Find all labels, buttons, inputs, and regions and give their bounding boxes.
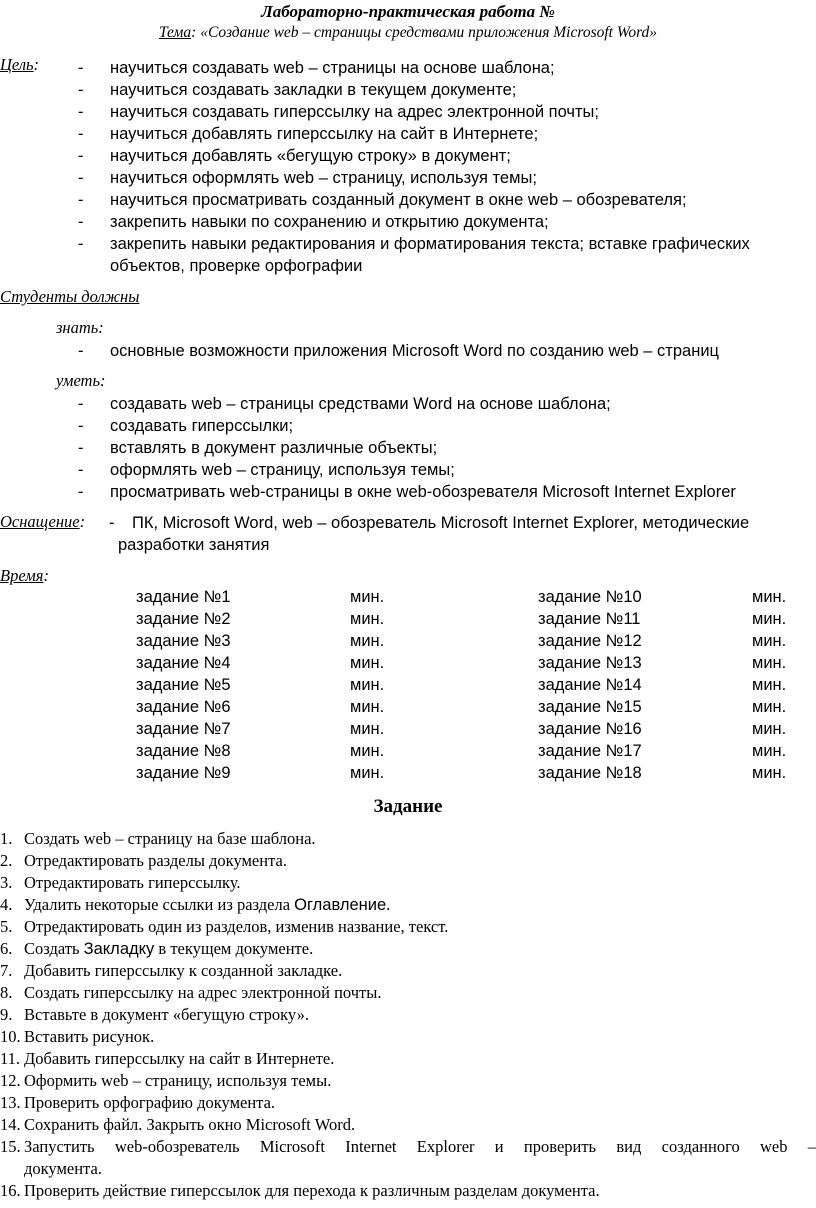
list-item: - научиться создавать web – страницы на основе шаблона; [78, 59, 555, 77]
time-task-right: задание №16 [538, 720, 642, 738]
time-unit-left: мин. [350, 720, 385, 738]
equipment-dash: - [109, 514, 115, 532]
time-unit-right: мин. [752, 588, 787, 606]
task-list [0, 828, 816, 1202]
list-item: - научиться добавлять «бегущую строку» в документ; [78, 147, 511, 165]
topic-text: «Создание web – страницы средствами приложения Microsoft Word» [200, 24, 658, 41]
equipment-line-2: разработки занятия [118, 536, 270, 554]
list-item: - закрепить навыки по сохранению и открытию документа; [78, 213, 549, 231]
equipment-label: Оснащение: [0, 512, 86, 531]
time-unit-left: мин. [350, 676, 385, 694]
task-15-line-1: Запустить web-обозреватель Microsoft Internet Explorer и проверить вид созданного web – [24, 1137, 816, 1156]
task-item: 15. Запустить web-обозреватель Microsoft Internet Explorer и проверить вид созданного web – документа. [0, 1137, 816, 1178]
know-label: знать: [56, 318, 104, 337]
time-unit-right: мин. [752, 742, 787, 760]
list-item: - научиться создавать закладки в текущем документе; [78, 81, 517, 99]
task-item: 14. Сохранить файл. Закрыть окно Microsoft Word. [0, 1115, 356, 1134]
task-item: 3. Отредактировать гиперссылку. [0, 873, 241, 892]
time-task-left: задание №7 [136, 720, 231, 738]
time-unit-left: мин. [350, 698, 385, 716]
time-task-left: задание №1 [136, 588, 231, 606]
task-heading: Задание [373, 796, 443, 817]
time-unit-left: мин. [350, 742, 385, 760]
list-item: - создавать гиперссылки; [78, 417, 294, 435]
task-item: 6. Создать Закладку в текущем документе. [0, 939, 314, 958]
list-item: - создавать web – страницы средствами Word на основе шаблона; [78, 395, 611, 413]
list-item: - закрепить навыки редактирования и форматирования текста; вставке графических [78, 235, 750, 253]
time-task-left: задание №4 [136, 654, 231, 672]
equipment-line-1: ПК, Microsoft Word, web – обозреватель Microsoft Internet Explorer, методические [132, 514, 750, 532]
task-item: 2. Отредактировать разделы документа. [0, 851, 287, 870]
list-item: - просматривать web-страницы в окне web-обозревателя Microsoft Internet Explorer [78, 483, 736, 501]
time-table [0, 588, 816, 788]
students-label: Студенты должны [0, 287, 140, 306]
time-unit-left: мин. [350, 588, 385, 606]
task-item: 9. Вставьте в документ «бегущую строку». [0, 1005, 309, 1024]
time-unit-right: мин. [752, 676, 787, 694]
time-task-left: задание №9 [136, 764, 231, 782]
goal-label: Цель: [0, 55, 40, 74]
task-item: 7. Добавить гиперссылку к созданной закладке. [0, 961, 343, 980]
list-item: - научиться добавлять гиперссылку на сайт в Интернете; [78, 125, 539, 143]
time-task-right: задание №12 [538, 632, 642, 650]
task-item: 5. Отредактировать один из разделов, изменив название, текст. [0, 917, 449, 936]
document-topic [0, 24, 816, 42]
time-task-left: задание №8 [136, 742, 231, 760]
know-list [0, 340, 816, 362]
time-task-right: задание №17 [538, 742, 642, 760]
task-item: 13. Проверить орфографию документа. [0, 1093, 276, 1112]
list-item: - вставлять в документ различные объекты; [78, 439, 438, 457]
time-unit-right: мин. [752, 720, 787, 738]
list-item: - оформлять web – страницу, используя темы; [78, 461, 455, 479]
list-item: - научиться оформлять web – страницу, используя темы; [78, 169, 537, 187]
time-task-right: задание №13 [538, 654, 642, 672]
task-item: 11. Добавить гиперссылку на сайт в Интернете. [0, 1049, 335, 1068]
topic-colon: : [191, 24, 197, 41]
task-item: 1. Создать web – страницу на базе шаблона. [0, 829, 316, 848]
list-item: - основные возможности приложения Microsoft Word по созданию web – страниц [78, 342, 720, 360]
time-unit-right: мин. [752, 654, 787, 672]
time-unit-left: мин. [350, 764, 385, 782]
task-item: 10. Вставить рисунок. [0, 1027, 155, 1046]
time-unit-right: мин. [752, 698, 787, 716]
time-task-right: задание №15 [538, 698, 642, 716]
time-task-right: задание №14 [538, 676, 642, 694]
time-task-right: задание №18 [538, 764, 642, 782]
list-item: - научиться просматривать созданный документ в окне web – обозревателя; [78, 191, 687, 209]
time-unit-right: мин. [752, 632, 787, 650]
goal-list [0, 57, 816, 277]
topic-label: Тема [158, 24, 192, 41]
time-task-left: задание №5 [136, 676, 231, 694]
list-item-continuation: объектов, проверке орфографии [110, 257, 363, 275]
time-task-left: задание №2 [136, 610, 231, 628]
can-list [0, 393, 816, 503]
time-unit-right: мин. [752, 610, 787, 628]
time-unit-left: мин. [350, 632, 385, 650]
list-item: - научиться создавать гиперссылку на адрес электронной почты; [78, 103, 599, 121]
task-item: 8. Создать гиперссылку на адрес электронной почты. [0, 983, 382, 1002]
task-item: 12. Оформить web – страницу, используя темы. [0, 1071, 332, 1090]
task-item: 16. Проверить действие гиперссылок для перехода к различным разделам документа. [0, 1181, 600, 1200]
can-label: уметь: [56, 371, 106, 390]
time-task-left: задание №6 [136, 698, 231, 716]
time-unit-left: мин. [350, 610, 385, 628]
time-unit-left: мин. [350, 654, 385, 672]
time-label: Время: [0, 566, 49, 585]
task-15-line-2: документа. [24, 1159, 102, 1178]
time-task-left: задание №3 [136, 632, 231, 650]
task-item: 4. Удалить некоторые ссылки из раздела Оглавление. [0, 895, 391, 914]
time-unit-right: мин. [752, 764, 787, 782]
time-task-right: задание №10 [538, 588, 642, 606]
time-task-right: задание №11 [538, 610, 641, 628]
document-title: Лабораторно-практическая работа № [261, 2, 555, 21]
